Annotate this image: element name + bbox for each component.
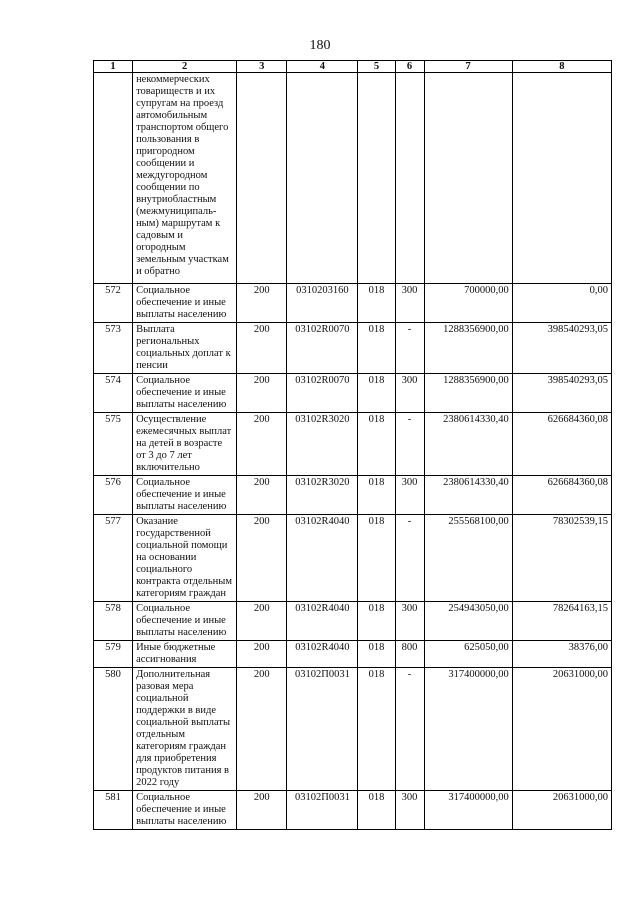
table-row: [94, 284, 612, 323]
row-target-code: 03102П0031: [287, 791, 358, 830]
table-row: [94, 668, 612, 791]
row-executed: 38376,00: [512, 641, 611, 668]
row-name: Социальное обеспечение и иные выплаты населению: [133, 791, 237, 830]
row-number: 579: [94, 641, 133, 668]
row-target-code: 03102П0031: [287, 668, 358, 791]
row-number: 580: [94, 668, 133, 791]
row-executed: 0,00: [512, 284, 611, 323]
row-target-code: 03102R4040: [287, 515, 358, 602]
row-target-code: 03102R4040: [287, 602, 358, 641]
column-header: 1: [94, 61, 133, 73]
row-executed: 78302539,15: [512, 515, 611, 602]
row-ministry: 018: [358, 791, 395, 830]
column-header: 8: [512, 61, 611, 73]
row-amount: 255568100,00: [424, 515, 512, 602]
row-expense-type: -: [395, 323, 424, 374]
column-header: 7: [424, 61, 512, 73]
table-row: [94, 476, 612, 515]
column-header: 6: [395, 61, 424, 73]
row-expense-type: 300: [395, 374, 424, 413]
column-header: 4: [287, 61, 358, 73]
row-number: 577: [94, 515, 133, 602]
row-name: Осуществление ежемесячных выплат на детей в возрасте от 3 до 7 лет включительно: [133, 413, 237, 476]
row-section: 200: [237, 284, 287, 323]
row-name: Социальное обеспечение и иные выплаты населению: [133, 284, 237, 323]
row-ministry: 018: [358, 284, 395, 323]
row-number: 576: [94, 476, 133, 515]
row-name: Социальное обеспечение и иные выплаты населению: [133, 602, 237, 641]
row-ministry: 018: [358, 602, 395, 641]
page-number: 180: [309, 38, 331, 53]
row-ministry: 018: [358, 641, 395, 668]
row-target-code: 03102R0070: [287, 374, 358, 413]
continuation-row: [94, 73, 612, 284]
row-number: 573: [94, 323, 133, 374]
row-amount: 254943050,00: [424, 602, 512, 641]
row-expense-type: -: [395, 413, 424, 476]
row-target-code: 03102R4040: [287, 641, 358, 668]
row-section: 200: [237, 641, 287, 668]
row-amount: 700000,00: [424, 284, 512, 323]
row-name: Дополнительная разовая мера социальной поддержки в виде социальной выплаты отдельным категориям граждан для приобретения продуктов питания в 2022 году: [133, 668, 237, 791]
row-target-code: 0310203160: [287, 284, 358, 323]
row-amount: 2380614330,40: [424, 476, 512, 515]
row-executed: 398540293,05: [512, 323, 611, 374]
row-ministry: 018: [358, 413, 395, 476]
row-number: 581: [94, 791, 133, 830]
continuation-text: некоммерческих товариществ и их супругам на проезд автомобильным транспортом общего пользования в пригородном сообщении и междугородном сообщении по внутриобластным (межмуниципаль-ным) маршрутам к садовым и огородным земельным участкам и обратно: [133, 73, 237, 284]
row-number: 578: [94, 602, 133, 641]
row-ministry: 018: [358, 515, 395, 602]
table-row: [94, 641, 612, 668]
row-executed: 626684360,08: [512, 413, 611, 476]
row-section: 200: [237, 791, 287, 830]
row-ministry: 018: [358, 668, 395, 791]
row-executed: 626684360,08: [512, 476, 611, 515]
column-header: 3: [237, 61, 287, 73]
row-section: 200: [237, 413, 287, 476]
row-expense-type: 300: [395, 476, 424, 515]
table-row: [94, 374, 612, 413]
table-row: [94, 413, 612, 476]
row-ministry: 018: [358, 374, 395, 413]
row-amount: 2380614330,40: [424, 413, 512, 476]
row-amount: 1288356900,00: [424, 374, 512, 413]
row-executed: 398540293,05: [512, 374, 611, 413]
row-ministry: 018: [358, 323, 395, 374]
row-target-code: 03102R3020: [287, 476, 358, 515]
row-target-code: 03102R0070: [287, 323, 358, 374]
budget-table: [93, 60, 612, 830]
row-name: Социальное обеспечение и иные выплаты населению: [133, 374, 237, 413]
table-row: [94, 323, 612, 374]
row-expense-type: 800: [395, 641, 424, 668]
row-section: 200: [237, 374, 287, 413]
row-amount: 625050,00: [424, 641, 512, 668]
row-target-code: 03102R3020: [287, 413, 358, 476]
row-number: 574: [94, 374, 133, 413]
row-section: 200: [237, 515, 287, 602]
row-executed: 20631000,00: [512, 791, 611, 830]
row-expense-type: 300: [395, 284, 424, 323]
column-header: 5: [358, 61, 395, 73]
table-row: [94, 602, 612, 641]
row-executed: 20631000,00: [512, 668, 611, 791]
row-name: Социальное обеспечение и иные выплаты населению: [133, 476, 237, 515]
row-amount: 317400000,00: [424, 791, 512, 830]
row-ministry: 018: [358, 476, 395, 515]
table-header-row: [94, 61, 612, 73]
table-row: [94, 791, 612, 830]
row-name: Выплата региональных социальных доплат к пенсии: [133, 323, 237, 374]
row-number: 572: [94, 284, 133, 323]
table-row: [94, 515, 612, 602]
row-section: 200: [237, 476, 287, 515]
row-section: 200: [237, 323, 287, 374]
column-header: 2: [133, 61, 237, 73]
row-amount: 1288356900,00: [424, 323, 512, 374]
row-section: 200: [237, 668, 287, 791]
row-expense-type: 300: [395, 602, 424, 641]
row-name: Иные бюджетные ассигнования: [133, 641, 237, 668]
row-executed: 78264163,15: [512, 602, 611, 641]
row-name: Оказание государственной социальной помощи на основании социального контракта отдельным категориям граждан: [133, 515, 237, 602]
row-number: 575: [94, 413, 133, 476]
row-expense-type: -: [395, 515, 424, 602]
row-section: 200: [237, 602, 287, 641]
row-amount: 317400000,00: [424, 668, 512, 791]
row-expense-type: 300: [395, 791, 424, 830]
row-expense-type: -: [395, 668, 424, 791]
